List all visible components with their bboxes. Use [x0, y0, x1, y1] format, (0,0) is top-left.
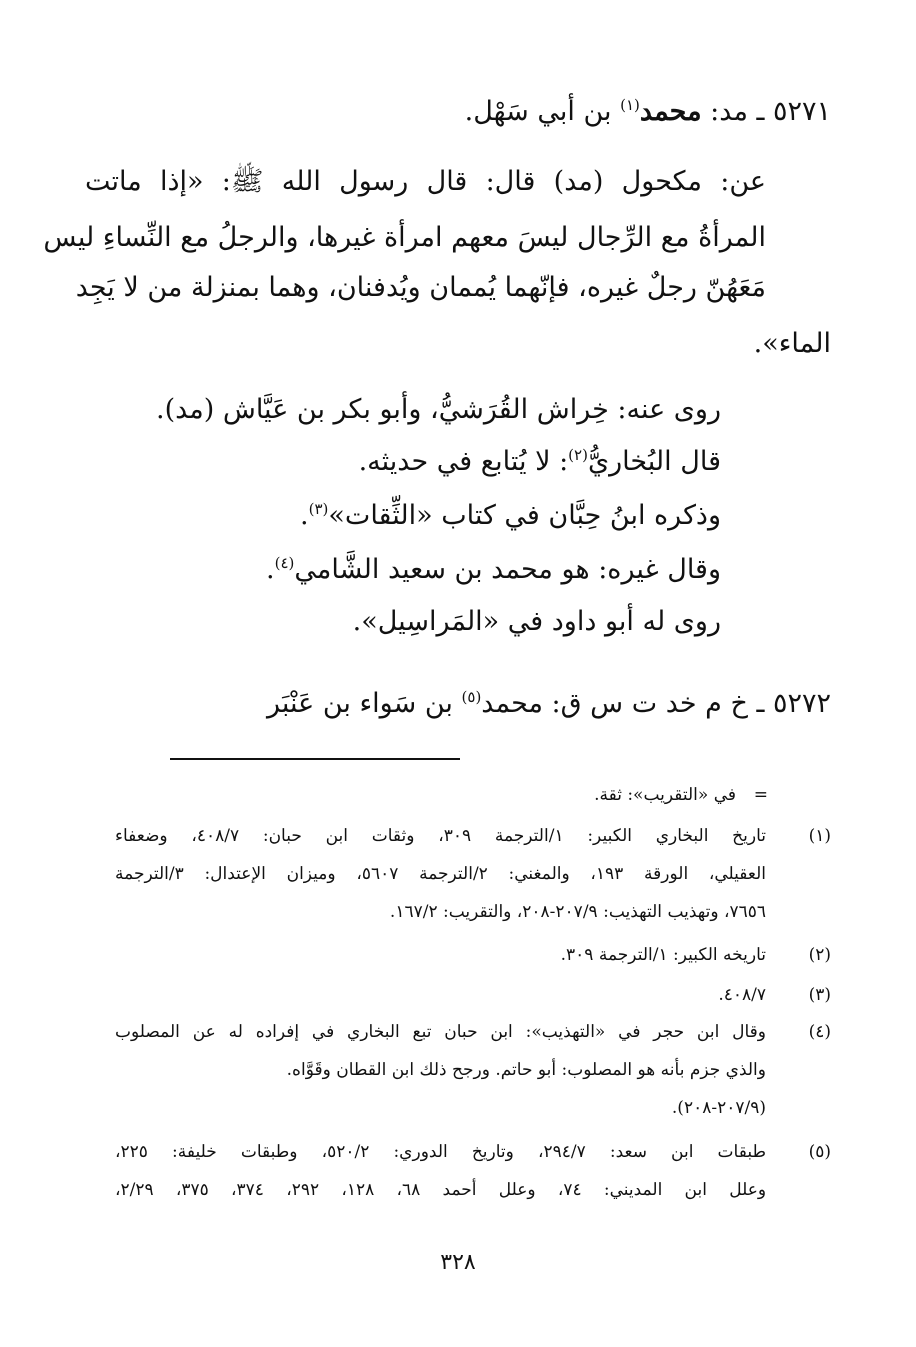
page-number: ٣٢٨: [440, 1250, 476, 1275]
footnote-number-1: (١): [808, 826, 831, 846]
entry-prefix: ٥٢٧٢ ـ خ م خد ت س ق: محمد: [481, 688, 831, 719]
ibn-hibban-text: وذكره ابنُ حِبَّان في كتاب «الثِّقات»: [328, 500, 721, 531]
hadith-line-1: عن: مكحول (مد) قال: قال رسول الله ﷺ: «إذا ماتت: [85, 166, 766, 197]
entry-name: محمد: [639, 96, 702, 127]
footnote-ref-5[interactable]: (٥): [461, 688, 482, 706]
hadith-line-2: المرأةُ مع الرِّجال ليسَ معهم امرأة غيرها، والرجلُ مع النِّساءِ ليس: [43, 222, 766, 253]
footnote-number-2: (٢): [808, 945, 831, 965]
abu-dawud-line: روى له أبو داود في «المَراسِيل».: [352, 606, 721, 637]
footnote-ref-4[interactable]: (٤): [274, 554, 295, 572]
footnote-5-line-1: طبقات ابن سعد: ٢٩٤/٧، وتاريخ الدوري: ٥٢٠/٢، وطبقات خليفة: ٢٢٥،: [115, 1142, 766, 1162]
entry-name-rest: بن أبي سَهْل.: [464, 96, 612, 127]
hadith-line-4: الماء».: [753, 328, 831, 359]
footnote-4-line-2: والذي جزم بأنه هو المصلوب: أبو حاتم. ورجح ذلك ابن القطان وقَوَّاه.: [286, 1060, 766, 1080]
footnote-number-5: (٥): [808, 1142, 831, 1162]
footnote-1-line-3: ٧٦٥٦، وتهذيب التهذيب: ٢٠٧/٩-٢٠٨، والتقريب: ١٦٧/٢.: [389, 902, 766, 922]
others-text-rest: .: [266, 554, 275, 585]
footnote-4-line-3: (٢٠٧/٩-٢٠٨).: [671, 1098, 766, 1118]
ibn-hibban-line: [300, 500, 721, 531]
footnote-number-4: (٤): [808, 1022, 831, 1042]
footnote-1-line-2: العقيلي، الورقة ١٩٣، والمغني: ٢/الترجمة ٥٦٠٧، وميزان الإعتدال: ٣/الترجمة: [115, 864, 766, 884]
footnote-5-line-2: وعلل ابن المديني: ٧٤، وعلل أحمد ٦٨، ١٢٨، ٢٩٢، ٣٧٤، ٣٧٥، ٢/٢٩،: [115, 1180, 767, 1200]
others-text: وقال غيره: هو محمد بن سعيد الشَّامي: [294, 554, 721, 585]
footnote-ref-1[interactable]: (١): [620, 96, 640, 114]
footnote-2-line-1: تاريخه الكبير: ١/الترجمة ٣٠٩.: [560, 945, 766, 965]
continuation-mark: =: [753, 785, 768, 805]
footnote-separator: [170, 758, 460, 760]
footnote-4-line-1: وقال ابن حجر في «التهذيب»: ابن حبان تبع البخاري في إفراده له عن المصلوب: [115, 1022, 766, 1042]
entry-5272-heading: [267, 688, 831, 719]
narrators-line: روى عنه: خِراش القُرَشيُّ، وأبو بكر بن عَيَّاش (مد).: [156, 394, 721, 425]
hadith-line-3: مَعَهُنّ رجلٌ غيره، فإنّهما يُممان ويُدفنان، وهما بمنزلة من لا يَجِد: [75, 272, 766, 303]
footnote-1-line-1: تاريخ البخاري الكبير: ١/الترجمة ٣٠٩، وثقات ابن حبان: ٤٠٨/٧، وضعفاء: [115, 826, 766, 846]
others-line: [266, 554, 721, 585]
bukhari-text-rest: : لا يُتابع في حديثه.: [358, 446, 569, 477]
entry-5271-heading: [465, 96, 831, 127]
footnote-continuation: في «التقريب»: ثقة.: [594, 785, 736, 805]
footnote-3-line-1: ٤٠٨/٧.: [718, 985, 766, 1005]
bukhari-text: قال البُخاريُّ: [587, 446, 721, 477]
bukhari-line: [359, 446, 721, 477]
footnote-ref-2[interactable]: (٢): [568, 446, 588, 464]
ibn-hibban-text-rest: .: [300, 500, 309, 531]
entry-number: ٥٢٧١ ـ مد:: [710, 96, 831, 127]
footnote-number-3: (٣): [808, 985, 831, 1005]
footnote-ref-3[interactable]: (٣): [308, 500, 329, 518]
entry-name-rest: بن سَواء بن عَنْبَر: [266, 688, 453, 719]
